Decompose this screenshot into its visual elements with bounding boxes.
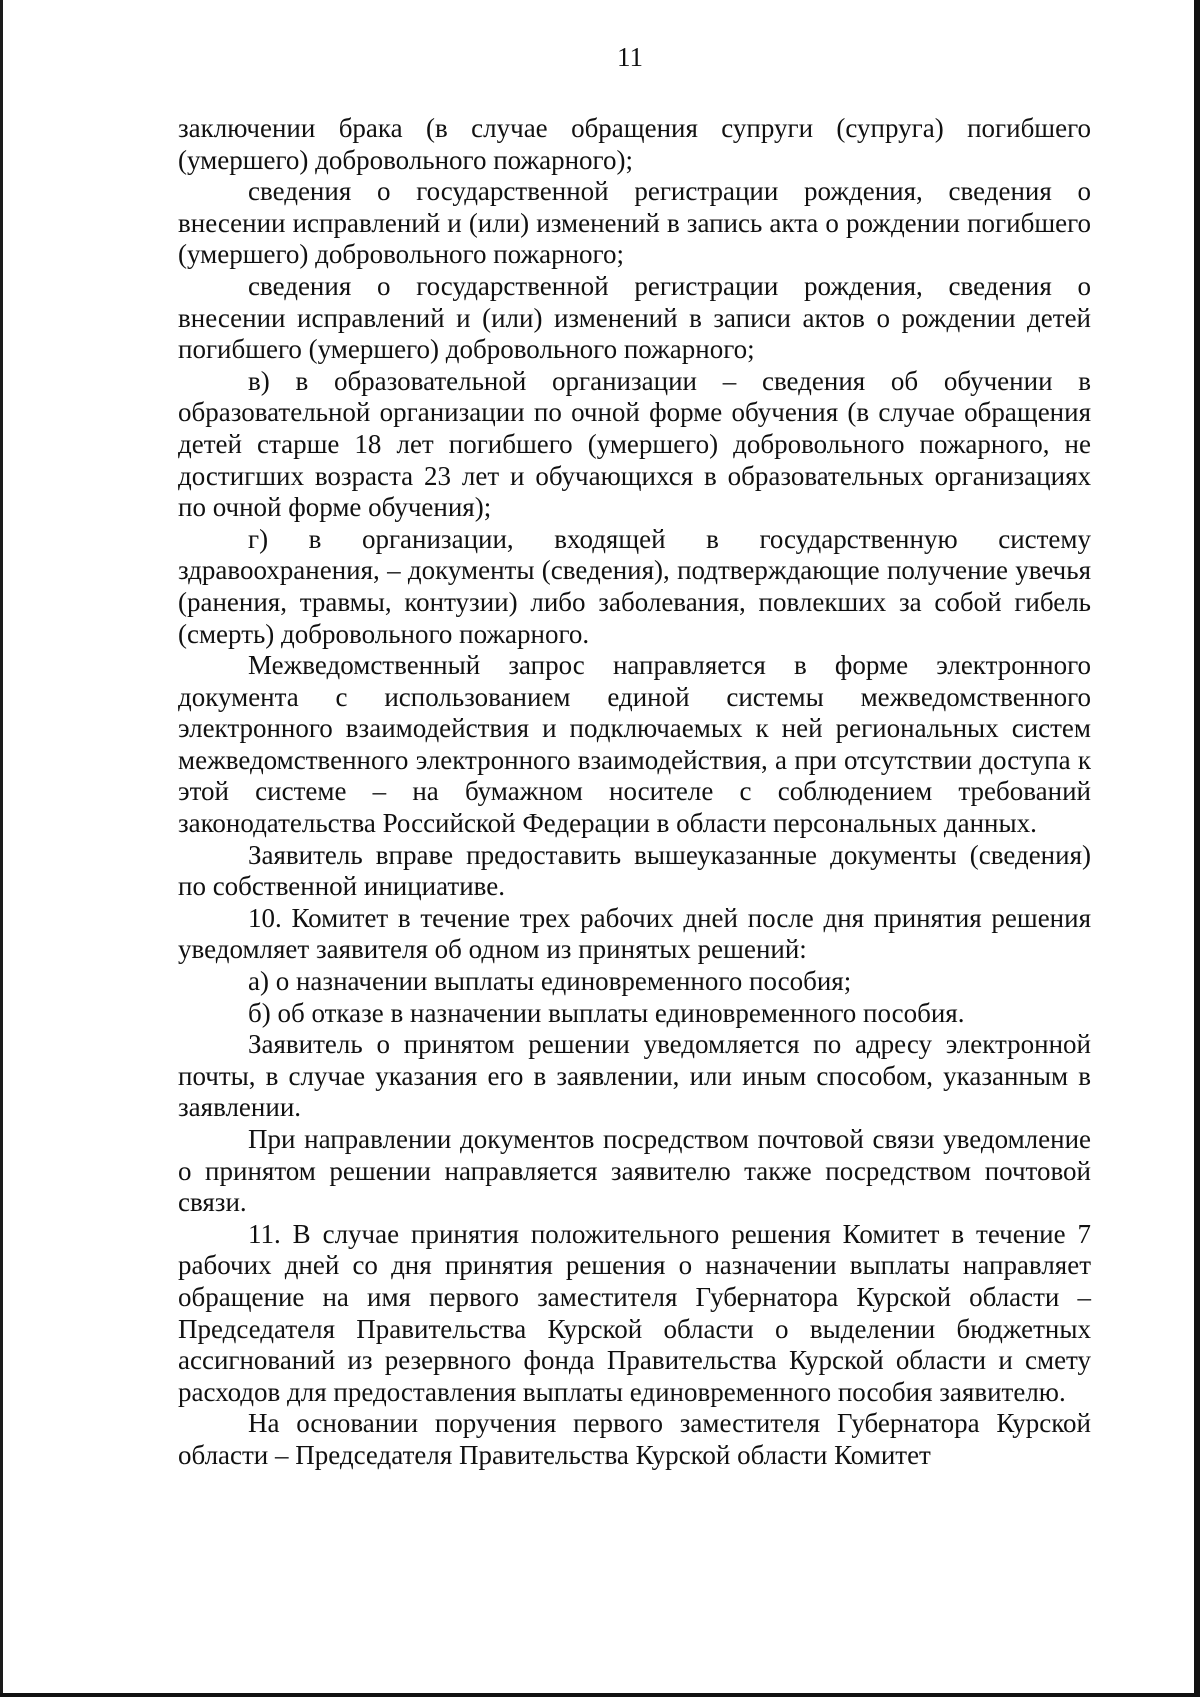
- scan-edge-bottom: [0, 1693, 1200, 1697]
- page-number: 11: [617, 42, 643, 72]
- paragraph: 10. Комитет в течение трех рабочих дней после дня принятия решения уведомляет заявителя об одном из принятых решений:: [178, 902, 1091, 965]
- paragraph: Заявитель вправе предоставить вышеуказанные документы (сведения) по собственной инициативе.: [178, 839, 1091, 902]
- paragraph: г) в организации, входящей в государственную систему здравоохранения, – документы (сведения), подтверждающие получение увечья (ранения, травмы, контузии) либо заболевания, повлекших за собой гибель (смерть) добровольного пожарного.: [178, 523, 1091, 649]
- paragraph: При направлении документов посредством почтовой связи уведомление о принятом решении направляется заявителю также посредством почтовой связи.: [178, 1124, 1091, 1218]
- paragraph: На основании поручения первого заместителя Губернатора Курской области – Председателя Правительства Курской области Комитет: [178, 1408, 1091, 1470]
- paragraph-continuation: заключении брака (в случае обращения супруги (супруга) погибшего (умершего) добровольного пожарного);: [178, 113, 1091, 175]
- paragraph: Межведомственный запрос направляется в форме электронного документа с использованием единой системы межведомственного электронного взаимодействия и подключаемых к ней региональных систем межведомственного электронного взаимодействия, а при отсутствии доступа к этой системе – на бумажном носителе с соблюдением требований законодательства Российской Федерации в области персональных данных.: [178, 650, 1091, 839]
- paragraph: б) об отказе в назначении выплаты единовременного пособия.: [248, 997, 965, 1028]
- scan-edge-right: [1194, 0, 1200, 1697]
- paragraph: 11. В случае принятия положительного решения Комитет в течение 7 рабочих дней со дня принятия решения о назначении выплаты направляет обращение на имя первого заместителя Губернатора Курской области – Председателя Правительства Курской области о выделении бюджетных ассигнований из резервного фонда Правительства Курской области и смету расходов для предоставления выплаты единовременного пособия заявителю.: [178, 1218, 1091, 1407]
- scan-edge-left: [0, 0, 3, 1697]
- paragraph: а) о назначении выплаты единовременного пособия;: [248, 966, 852, 997]
- paragraph: Заявитель о принятом решении уведомляется по адресу электронной почты, в случае указания его в заявлении, или иным способом, указанным в заявлении.: [178, 1029, 1091, 1123]
- paragraph: сведения о государственной регистрации рождения, сведения о внесении исправлений и (или) изменений в запись акта о рождении погибшего (умершего) добровольного пожарного;: [178, 176, 1091, 270]
- document-body: [178, 113, 1091, 1472]
- paragraph: сведения о государственной регистрации рождения, сведения о внесении исправлений и (или) изменений в записи актов о рождении детей погибшего (умершего) добровольного пожарного;: [178, 270, 1091, 365]
- paragraph: в) в образовательной организации – сведения об обучении в образовательной организации по очной форме обучения (в случае обращения детей старше 18 лет погибшего (умершего) добровольного пожарного, не достигших возраста 23 лет и обучающихся в образовательных организациях по очной форме обучения);: [178, 365, 1091, 523]
